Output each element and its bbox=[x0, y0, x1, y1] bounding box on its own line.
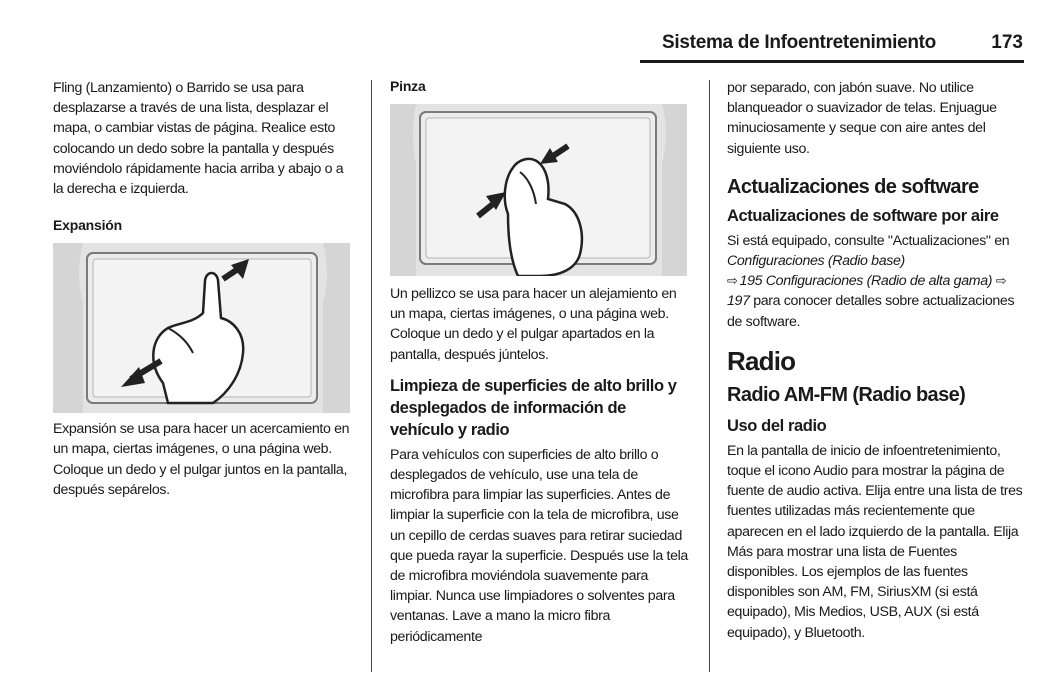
radio-use-paragraph: En la pantalla de inicio de infoentretenimiento, toque el icono Audio para mostrar la página de fuente de audio activa. Elija entre una lista de tres fuentes utilizadas más recientemente que aparecen en el lado izquierdo de la pantalla. Elija Más para mostrar una lista de Fuentes disponibles. Los ejemplos de las fuentes disponibles son AM, FM, SiriusXM (si está equipado), Mis Medios, USB, AUX (si está equipado), y Bluetooth. bbox=[727, 442, 1023, 641]
software-updates-heading: Actualizaciones de software bbox=[727, 175, 979, 198]
ota-xref-link-2[interactable]: 197 bbox=[727, 293, 750, 310]
expansion-paragraph: Expansión se usa para hacer un acercamiento en un mapa, ciertas imágenes, o una página web. Coloque un dedo y el pulgar juntos en la pantalla, después sepárelos. bbox=[53, 421, 350, 498]
column-2 bbox=[390, 78, 690, 647]
ota-paragraph bbox=[727, 231, 1027, 332]
cleaning-paragraph: Para vehículos con superficies de alto brillo o desplegados de vehículo, use una tela de microfibra para limpiar las superficies. Antes de limpiar la superficie con la tela de microfibra, use un cepillo de cerdas suaves para retirar suciedad que pueda rayar la superficie. Después use la tela de microfibra moviéndola suavemente para limpiar. Nunca use limpiadores o solventes para ventanas. Lave a mano la micro fibra periódicamente bbox=[390, 446, 688, 645]
ota-text-1: Si está equipado, consulte "Actualizaciones" en bbox=[727, 232, 1010, 249]
cleaning-continued-paragraph: por separado, con jabón suave. No utilice blanqueador o suavizador de telas. Enjuague minuciosamente y seque con aire antes del siguiente uso. bbox=[727, 80, 997, 157]
column-divider-1 bbox=[371, 80, 372, 672]
pinch-gesture-illustration bbox=[390, 104, 687, 276]
page-number: 173 bbox=[991, 32, 1023, 53]
header-rule bbox=[640, 60, 1024, 63]
cleaning-heading: Limpieza de superficies de alto brillo y desplegados de información de vehículo y radio bbox=[390, 376, 677, 439]
ota-updates-heading: Actualizaciones de software por aire bbox=[727, 206, 999, 225]
ota-xref-link-1[interactable]: 195 Configuraciones (Radio de alta gama) bbox=[739, 273, 993, 290]
xref-arrow-icon: ⇨ bbox=[727, 273, 738, 289]
column-1 bbox=[53, 78, 353, 500]
pinch-paragraph: Un pellizco se usa para hacer un alejamiento en un mapa, ciertas imágenes, o una página web. Coloque un dedo y el pulgar apartados en la pantalla, después júntelos. bbox=[390, 286, 677, 363]
fling-paragraph: Fling (Lanzamiento) o Barrido se usa para desplazarse a través de una lista, desplazar el mapa, o cambiar vistas de página. Realice esto colocando un dedo sobre la pantalla y después moviéndolo rápidamente hacia arriba y abajo o a la derecha e izquierda. bbox=[53, 80, 344, 198]
ota-text-2: para conocer detalles sobre actualizaciones de software. bbox=[727, 293, 1015, 330]
expansion-figure-label: Expansión bbox=[53, 217, 122, 234]
column-divider-2 bbox=[709, 80, 710, 672]
expansion-gesture-illustration bbox=[53, 243, 350, 413]
column-3 bbox=[727, 78, 1027, 643]
amfm-radio-heading: Radio AM-FM (Radio base) bbox=[727, 383, 966, 406]
pinch-figure-label: Pinza bbox=[390, 78, 426, 94]
radio-use-heading: Uso del radio bbox=[727, 416, 827, 435]
radio-section-heading: Radio bbox=[727, 345, 796, 376]
xref-arrow-icon: ⇨ bbox=[995, 273, 1007, 289]
running-header-title: Sistema de Infoentretenimiento bbox=[662, 32, 936, 53]
ota-settings-reference: Configuraciones (Radio base) bbox=[727, 253, 905, 270]
